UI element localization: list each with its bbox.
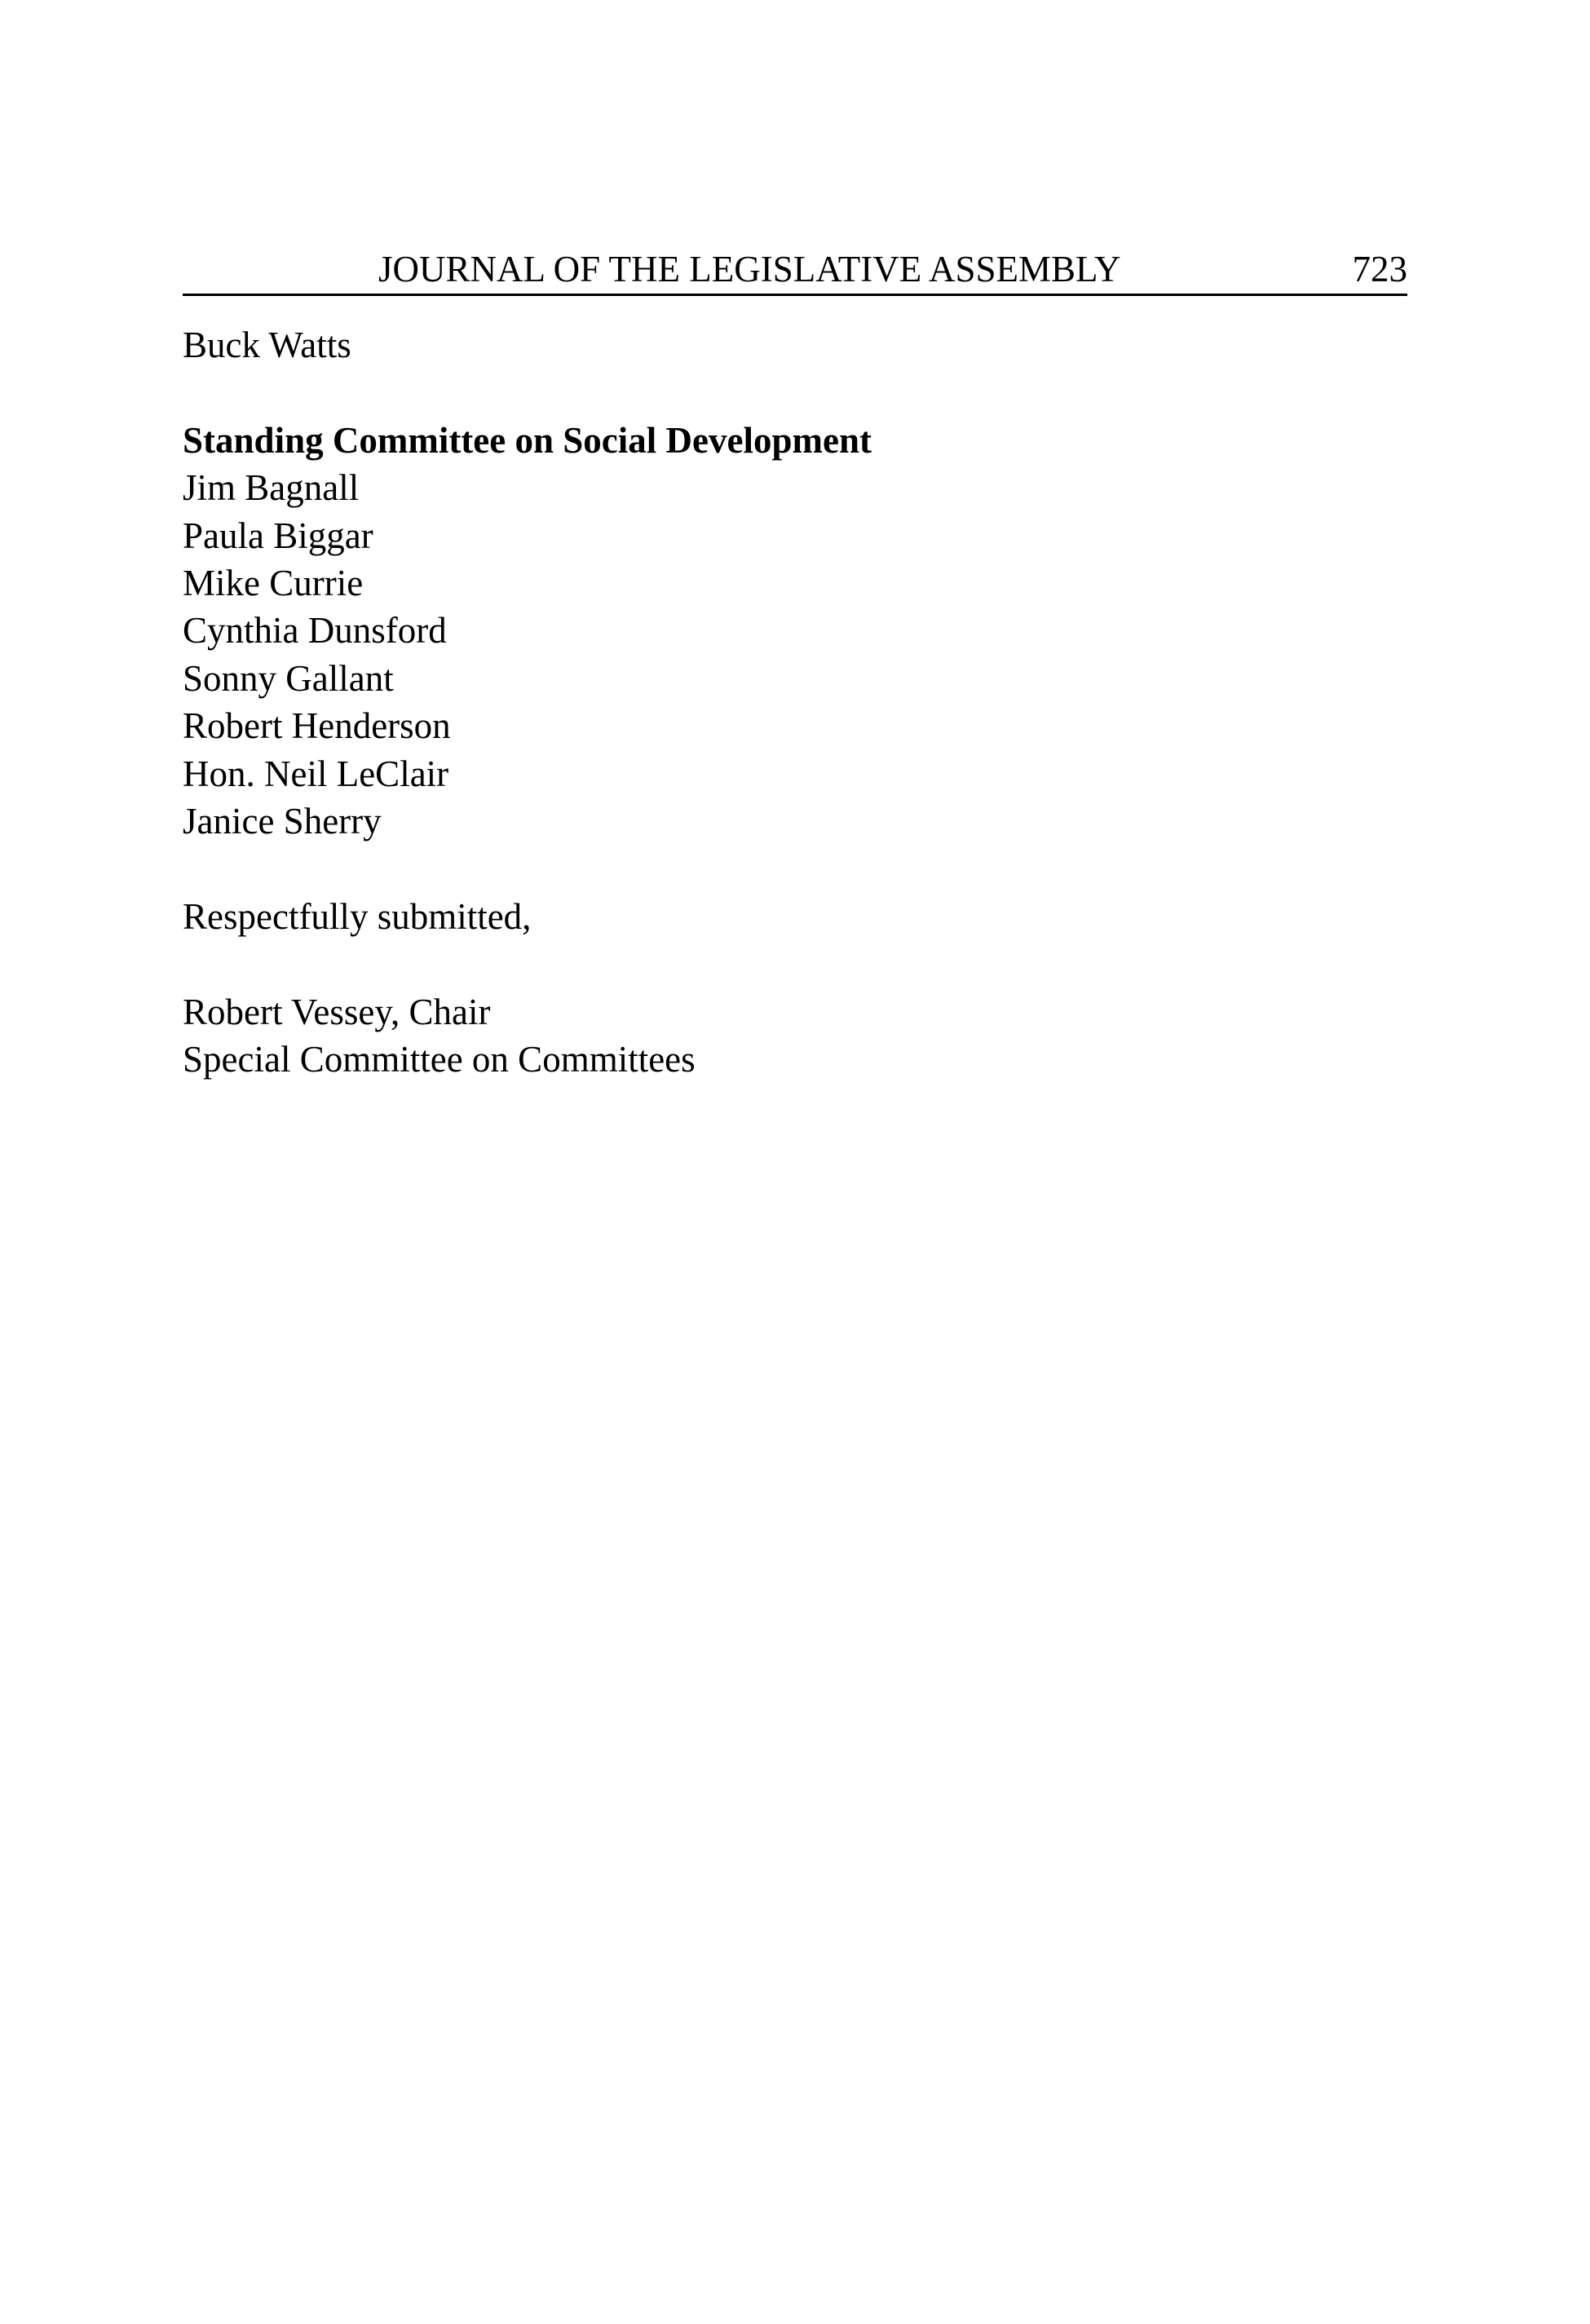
committee-heading: Standing Committee on Social Development: [183, 419, 872, 461]
paragraph-spacer: [183, 369, 1406, 416]
signatory-committee: Special Committee on Committees: [183, 1039, 696, 1080]
committee-member: Jim Bagnall: [183, 467, 360, 509]
closing-phrase: Respectfully submitted,: [183, 895, 532, 937]
committee-member: Sonny Gallant: [183, 657, 394, 699]
paragraph-spacer: [183, 940, 1406, 987]
signatory-name: Robert Vessey, Chair: [183, 991, 491, 1032]
committee-member: Hon. Neil LeClair: [183, 753, 449, 794]
running-header: [183, 245, 1407, 296]
journal-title: JOURNAL OF THE LEGISLATIVE ASSEMBLY: [378, 249, 1121, 289]
committee-member: Cynthia Dunsford: [183, 610, 447, 652]
continued-member-name: Buck Watts: [183, 325, 351, 365]
page-number: 723: [1352, 249, 1407, 289]
committee-member: Mike Currie: [183, 563, 364, 604]
committee-member: Robert Henderson: [183, 705, 451, 747]
committee-member: Paula Biggar: [183, 515, 373, 556]
page-body: [183, 321, 1406, 1083]
committee-member: Janice Sherry: [183, 801, 382, 842]
paragraph-spacer: [183, 845, 1406, 892]
